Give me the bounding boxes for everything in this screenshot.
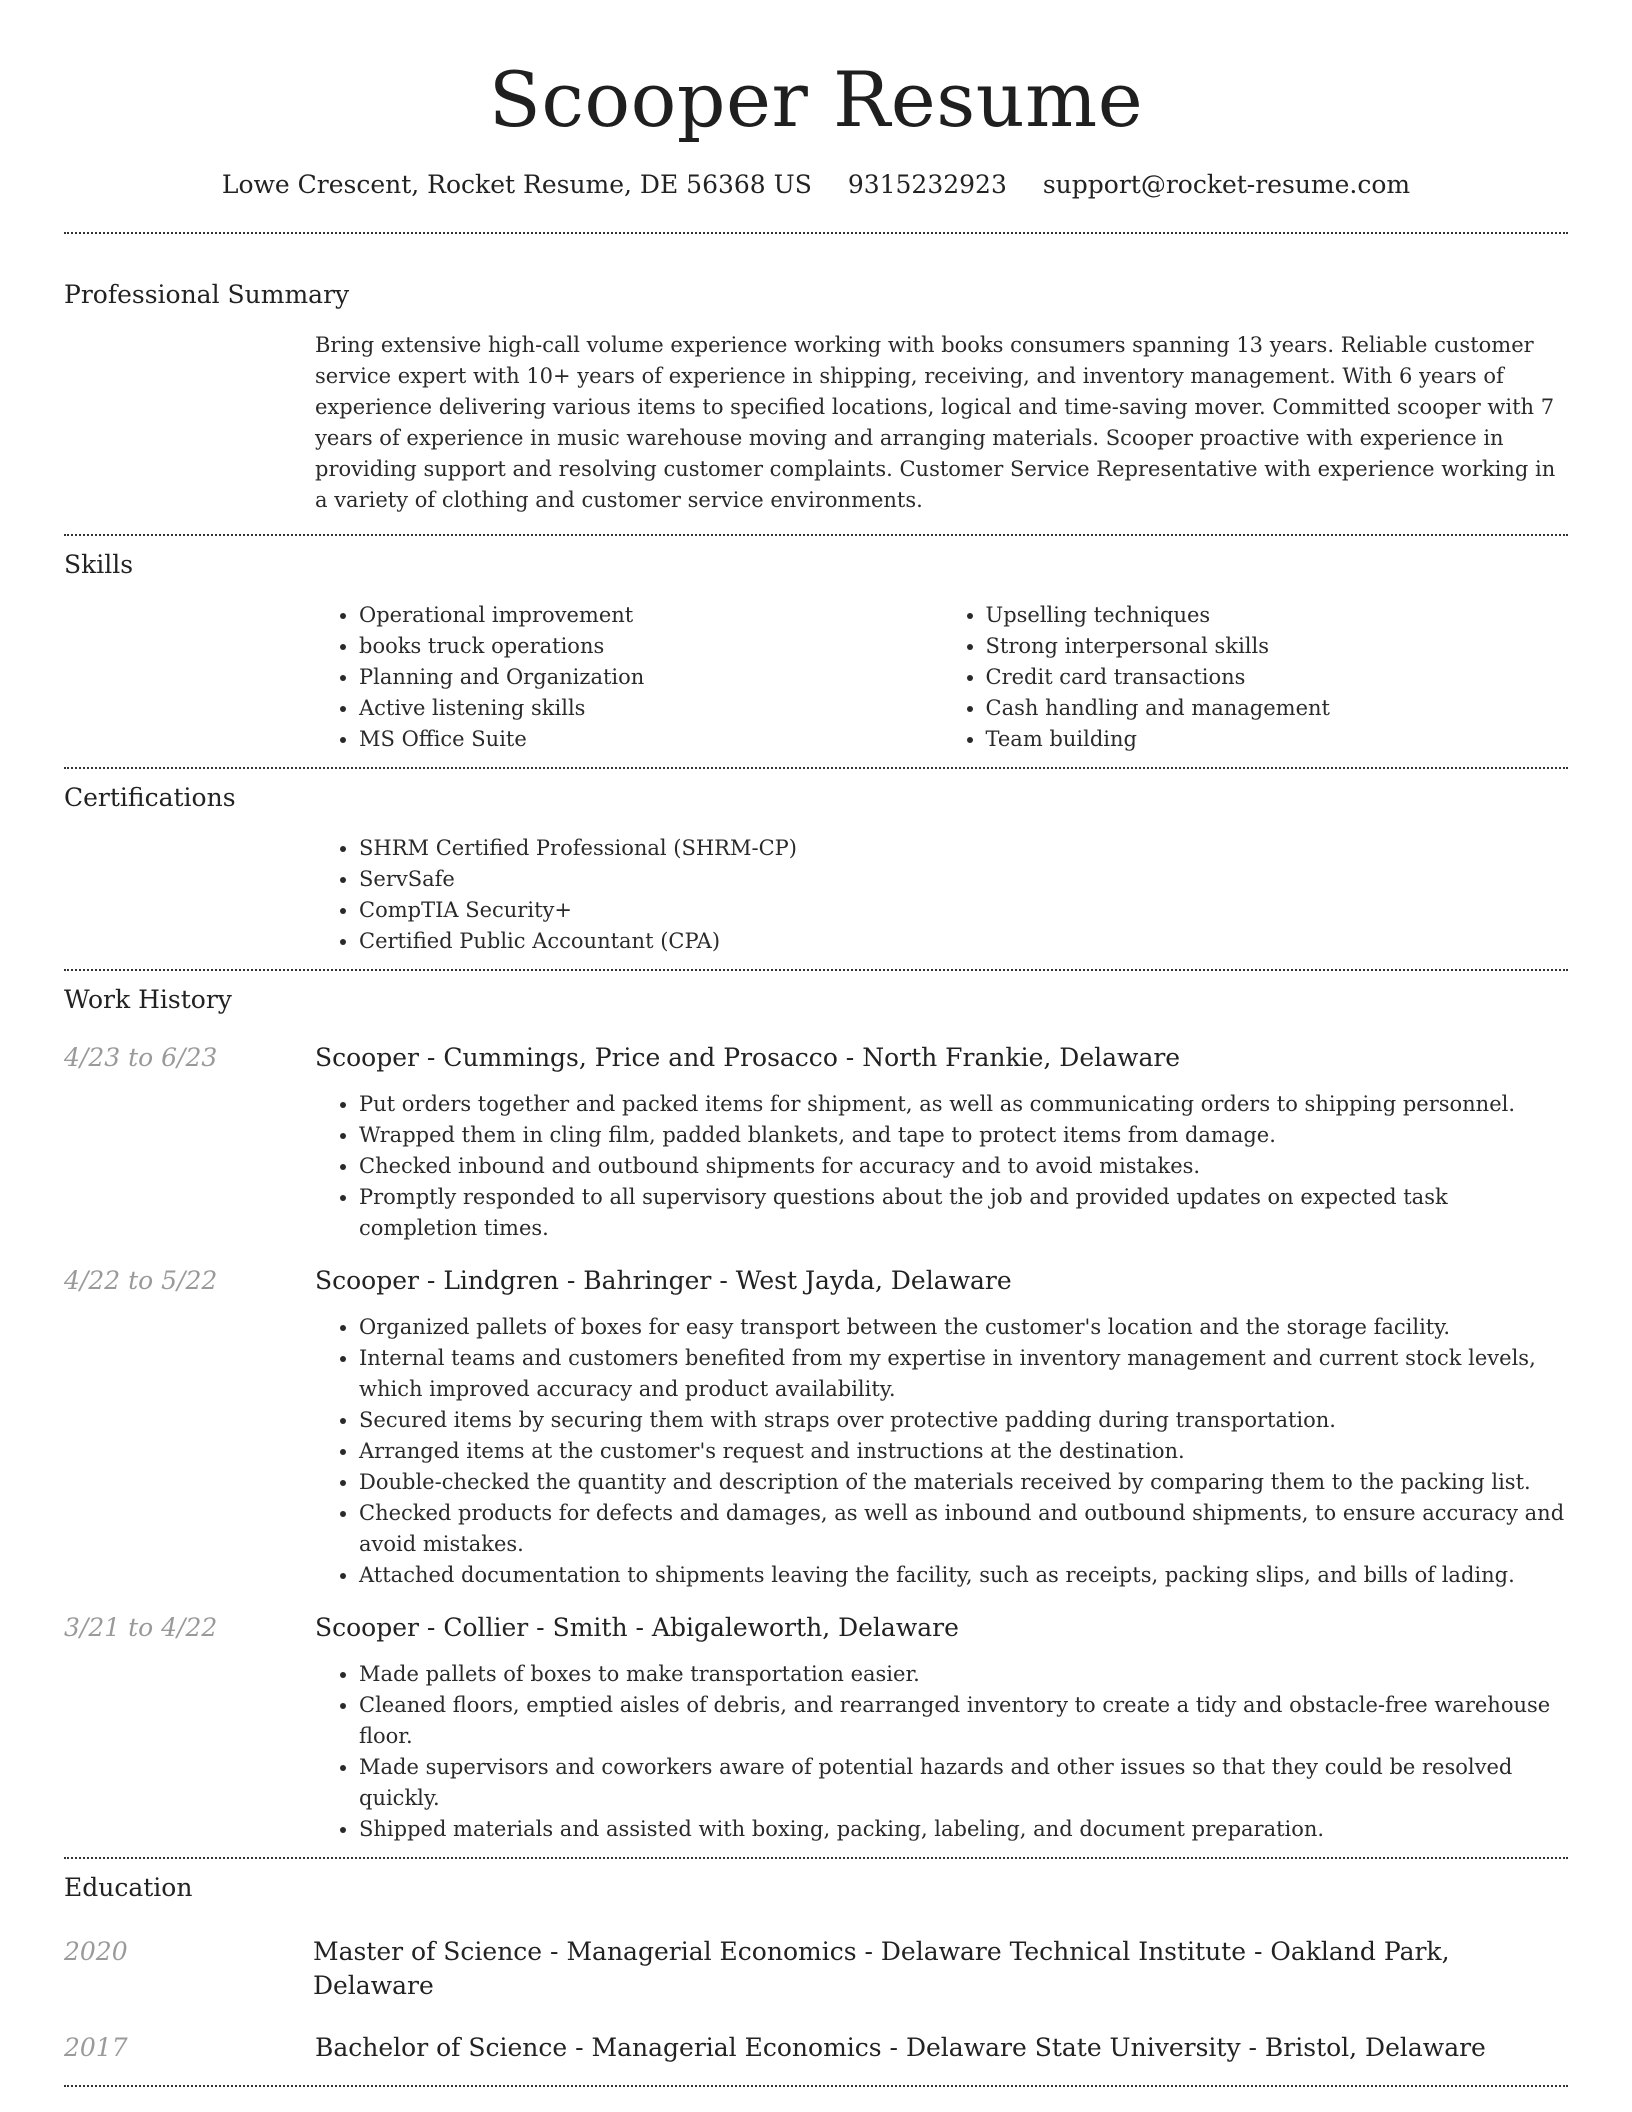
list-item: • Credit card transactions xyxy=(986,662,1569,693)
list-item: • Team building xyxy=(986,724,1569,755)
list-item: • Upselling techniques xyxy=(986,600,1569,631)
job-bullets xyxy=(315,1659,1568,1845)
list-item: • Wrapped them in cling film, padded blankets, and tape to protect items from damage. xyxy=(359,1120,1568,1151)
list-item: • Attached documentation to shipments leaving the facility, such as receipts, packing slips, and bills of lading. xyxy=(359,1560,1568,1591)
certifications-content xyxy=(315,833,1568,969)
resume-header xyxy=(64,0,1568,202)
list-item: • Put orders together and packed items for shipment, as well as communicating orders to shipping personnel. xyxy=(359,1089,1568,1120)
job-title: Scooper - Cummings, Price and Prosacco - North Frankie, Delaware xyxy=(315,1043,1181,1072)
job-header xyxy=(64,1611,1568,1645)
skills-section xyxy=(64,536,1568,767)
list-item: • Organized pallets of boxes for easy transport between the customer's location and the storage facility. xyxy=(359,1312,1568,1343)
skills-list-right xyxy=(942,600,1569,755)
section-title-summary: Professional Summary xyxy=(64,280,350,309)
list-item: • Internal teams and customers benefited from my expertise in inventory management and current stock levels, which improved accuracy and product availability. xyxy=(359,1343,1568,1405)
list-item: • Operational improvement xyxy=(359,600,942,631)
certifications-section xyxy=(64,769,1568,969)
list-item: • Certified Public Accountant (CPA) xyxy=(359,926,1568,957)
job-title: Scooper - Collier - Smith - Abigaleworth, Delaware xyxy=(315,1613,959,1642)
summary-section xyxy=(64,234,1568,534)
skills-list-left xyxy=(315,600,942,755)
list-item: • Cash handling and management xyxy=(986,693,1569,724)
job-entry xyxy=(64,1611,1568,1845)
list-item: • MS Office Suite xyxy=(359,724,942,755)
education-entry xyxy=(64,2031,1568,2065)
candidate-name: Scooper Resume xyxy=(488,55,1144,144)
work-history-section xyxy=(64,971,1568,1845)
list-item: • Double-checked the quantity and description of the materials received by comparing them to the packing list. xyxy=(359,1467,1568,1498)
list-item: • Secured items by securing them with straps over protective padding during transportation. xyxy=(359,1405,1568,1436)
job-title: Scooper - Lindgren - Bahringer - West Jayda, Delaware xyxy=(315,1266,1012,1295)
job-bullets xyxy=(315,1312,1568,1591)
education-section xyxy=(64,1859,1568,2065)
divider xyxy=(64,2085,1568,2087)
list-item: • Arranged items at the customer's request and instructions at the destination. xyxy=(359,1436,1568,1467)
contact-address: Lowe Crescent, Rocket Resume, DE 56368 US xyxy=(221,170,812,199)
list-item: • CompTIA Security+ xyxy=(359,895,1568,926)
list-item: • Shipped materials and assisted with boxing, packing, labeling, and document preparation. xyxy=(359,1814,1568,1845)
list-item: • Made supervisors and coworkers aware of potential hazards and other issues so that they could be resolved quickly. xyxy=(359,1752,1568,1814)
job-header xyxy=(64,1041,1568,1075)
summary-text: Bring extensive high-call volume experience working with books consumers spanning 13 years. Reliable customer service expert with 10+ years of experience in shipping, receiving, and inventory management. With 6 years of experience delivering various items to specified locations, logical and time-saving mover. Committed scooper with 7 years of experience in music warehouse moving and arranging materials. Scooper proactive with experience in providing support and resolving customer complaints. Customer Service Representative with experience working in a variety of clothing and customer service environments. xyxy=(315,333,1556,512)
contact-phone: 9315232923 xyxy=(847,170,1007,199)
section-title-work-history: Work History xyxy=(64,985,232,1014)
skills-columns xyxy=(315,600,1568,767)
list-item: • Checked products for defects and damages, as well as inbound and outbound shipments, to ensure accuracy and avoid mistakes. xyxy=(359,1498,1568,1560)
section-title-certifications: Certifications xyxy=(64,783,236,812)
section-title-skills: Skills xyxy=(64,550,134,579)
list-item: • Active listening skills xyxy=(359,693,942,724)
list-item: • Made pallets of boxes to make transportation easier. xyxy=(359,1659,1568,1690)
list-item: • Strong interpersonal skills xyxy=(986,631,1569,662)
contact-line xyxy=(64,168,1568,202)
education-entry xyxy=(64,1935,1568,2003)
job-date: 3/21 to 4/22 xyxy=(64,1613,218,1642)
job-date: 4/23 to 6/23 xyxy=(64,1043,218,1072)
education-title: Master of Science - Managerial Economics - Delaware Technical Institute - Oakland Park, Delaware xyxy=(312,1937,1450,2000)
job-header xyxy=(64,1264,1568,1298)
job-date: 4/22 to 5/22 xyxy=(64,1266,218,1295)
job-bullets xyxy=(315,1089,1568,1244)
list-item: • Planning and Organization xyxy=(359,662,942,693)
contact-email[interactable]: support@rocket-resume.com xyxy=(1042,170,1411,199)
list-item: • ServSafe xyxy=(359,864,1568,895)
education-year: 2020 xyxy=(64,1937,128,1966)
job-entry xyxy=(64,1041,1568,1244)
education-year: 2017 xyxy=(64,2033,128,2062)
job-entry xyxy=(64,1264,1568,1591)
list-item: • books truck operations xyxy=(359,631,942,662)
list-item: • Checked inbound and outbound shipments for accuracy and to avoid mistakes. xyxy=(359,1151,1568,1182)
certifications-list xyxy=(315,833,1568,957)
list-item: • SHRM Certified Professional (SHRM-CP) xyxy=(359,833,1568,864)
list-item: • Cleaned floors, emptied aisles of debris, and rearranged inventory to create a tidy and obstacle-free warehouse floor. xyxy=(359,1690,1568,1752)
section-title-education: Education xyxy=(64,1873,193,1902)
list-item: • Promptly responded to all supervisory questions about the job and provided updates on expected task completion times. xyxy=(359,1182,1568,1244)
education-title: Bachelor of Science - Managerial Economics - Delaware State University - Bristol, Delaware xyxy=(315,2033,1486,2062)
